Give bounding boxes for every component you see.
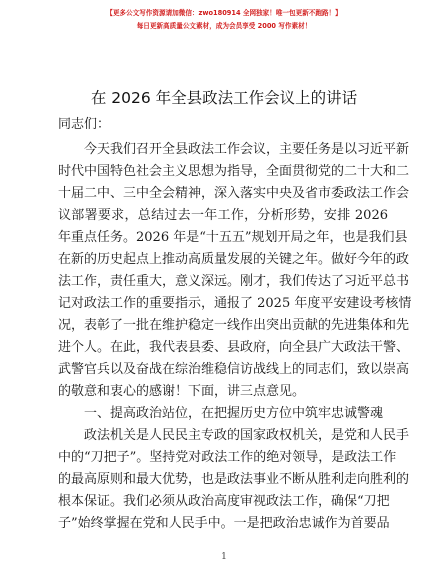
promo-banner-line-2: 每日更新高质量公文素材，成为会员享受 2000 写作素材！ — [136, 22, 312, 30]
paragraph-line: 时代中国特色社会主义思想为指导，全面贯彻党的二十大和二 — [58, 164, 410, 179]
paragraph-line: 议部署要求，总结过去一年工作，分析形势，安排 2026 — [58, 208, 388, 223]
paragraph-line: 武警官兵以及奋战在综治维稳信访战线上的同志们，致以崇高 — [58, 362, 410, 377]
paragraph-line: 年重点任务。2026 年是“十五五”规划开局之年，也是我们县 — [58, 230, 408, 245]
document-title: 在 2026 年全县政法工作会议上的讲话 — [90, 89, 358, 107]
paragraph-line: 在新的历史起点上推动高质量发展的关键之年。做好今年的政 — [58, 252, 410, 267]
paragraph-line: 根本保证。我们必须从政治高度审视政法工作，确保“刀把 — [58, 494, 390, 509]
document-body — [58, 139, 412, 535]
paragraph-line: 的敬意和衷心的感谢！下面，讲三点意见。 — [58, 384, 306, 399]
paragraph-line: 子”始终掌握在党和人民手中。一是把政治忠诚作为首要品 — [58, 516, 390, 531]
paragraph-section-1 — [58, 425, 410, 535]
page-number: 1 — [221, 552, 227, 562]
paragraph-line: 法工作，责任重大，意义深远。刚才，我们传达了习近平总书 — [58, 274, 410, 289]
paragraph-line: 政法机关是人民民主专政的国家政权机关，是党和人民手 — [84, 428, 410, 443]
paragraph-opening — [58, 139, 412, 403]
paragraph-line: 的最高原则和最大优势，也是政法事业不断从胜利走向胜利的 — [58, 472, 410, 487]
promo-banner-line-1: 【更多公文写作资源请加微信：zwo180914 全网独家！唯一包更新不跑路！】 — [106, 9, 342, 17]
salutation: 同志们： — [58, 117, 111, 132]
paragraph-line: 十届二中、三中全会精神，深入落实中央及省市委政法工作会 — [58, 186, 410, 201]
paragraph-line: 中的“刀把子”。坚持党对政法工作的绝对领导，是政法工作 — [58, 450, 397, 465]
paragraph-line: 况，表彰了一批在维护稳定一线作出突出贡献的先进集体和先 — [58, 318, 410, 333]
section-heading: 一、提高政治站位，在把握历史方位中筑牢忠诚警魂 — [84, 406, 384, 421]
paragraph-line: 记对政法工作的重要指示，通报了 2025 年度平安建设考核情 — [58, 296, 412, 311]
paragraph-line: 进个人。在此，我代表县委、县政府，向全县广大政法干警、 — [58, 340, 410, 355]
paragraph-line: 今天我们召开全县政法工作会议，主要任务是以习近平新 — [84, 142, 410, 157]
